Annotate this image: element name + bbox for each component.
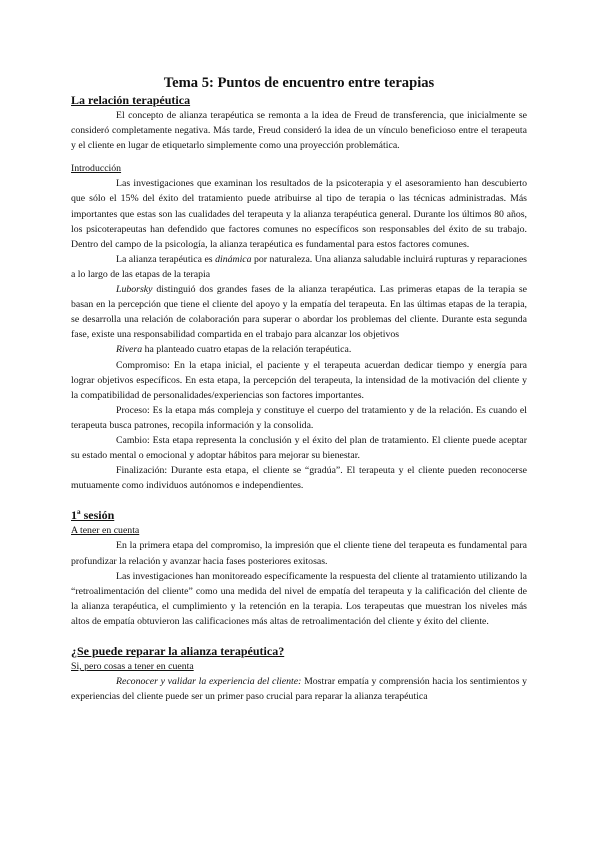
section-heading-primera-sesion: 1ª sesión	[71, 508, 115, 523]
paragraph: Luborsky distinguió dos grandes fases de la alianza terapéutica. Las primeras etapas de la terapia se basan en la percepción que tiene el cliente del apoyo y la empatía del terapeuta. En las últimas etapas de la terapia, se desarrolla una relación de colaboración para superar o abordar los problemas del cliente. Durante esta segunda fase, existe una responsabilidad compartida en el trabajo para alcanzar los objetivos	[71, 284, 527, 341]
section-heading-reparar-alianza: ¿Se puede reparar la alianza terapéutica?	[71, 644, 285, 658]
paragraph: Cambio: Esta etapa representa la conclusión y el éxito del plan de tratamiento. El cliente puede aceptar su estado mental o emocional y adoptar hábitos para mejorar su bienestar.	[71, 434, 527, 462]
paragraph: El concepto de alianza terapéutica se remonta a la idea de Freud de transferencia, que inicialmente se consideró completamente negativa. Más tarde, Freud consideró la idea de un vínculo beneficioso entre el terapeuta y el cliente en lugar de etiquetarlo simplemente como una proyección problemática.	[71, 110, 527, 152]
paragraph: Proceso: Es la etapa más compleja y constituye el cuerpo del tratamiento y de la relación. Es cuando el terapeuta busca patrones, recopila información y la consolida.	[71, 404, 527, 431]
paragraph: Finalización: Durante esta etapa, el cliente se “gradúa”. El terapeuta y el cliente pueden reconocerse mutuamente como individuos autónomos e independientes.	[71, 465, 527, 492]
paragraph: La alianza terapéutica es dinámica por naturaleza. Una alianza saludable incluirá rupturas y reparaciones a lo largo de las etapas de la terapia	[71, 253, 527, 280]
document-title: Tema 5: Puntos de encuentro entre terapias	[163, 75, 435, 91]
section-heading-relacion: La relación terapéutica	[71, 93, 191, 107]
subheading-cosas-a-tener: Si, pero cosas a tener en cuenta	[71, 661, 194, 672]
subheading-introduccion: Introducción	[71, 163, 122, 175]
subheading-a-tener-en-cuenta: A tener en cuenta	[71, 525, 140, 537]
paragraph: Las investigaciones que examinan los resultados de la psicoterapia y el asesoramiento han descubierto que sólo el 15% del éxito del tratamiento puede atribuirse al tipo de terapia o las técnicas administradas. Más importantes que estas son las cualidades del terapeuta y la alianza terapéutica general. Durante los últimos 80 años, los psicoterapeutas han defendido que factores comunes no específicos son responsables del éxito de su trabajo. Dentro del campo de la psicología, la alianza terapéutica es fundamental para estos factores comunes.	[71, 178, 527, 250]
paragraph: En la primera etapa del compromiso, la impresión que el cliente tiene del terapeuta es fundamental para profundizar la relación y avanzar hacia fases posteriores exitosas.	[71, 540, 527, 567]
paragraph: Reconocer y validar la experiencia del cliente: Mostrar empatía y comprensión hacia los sentimientos y experiencias del cliente puede ser un primer paso crucial para reparar la alianza terapéutica	[71, 676, 527, 703]
paragraph: Rivera ha planteado cuatro etapas de la relación terapéutica.	[116, 344, 352, 356]
document-page	[71, 74, 527, 704]
paragraph: Las investigaciones han monitoreado específicamente la respuesta del cliente al tratamiento utilizando la “retroalimentación del cliente” como una medida del nivel de empatía del terapeuta y la calificación del cliente de la alianza terapéutica, el cumplimiento y la retención en la terapia. Los terapeutas que muestran los niveles más altos de empatía obtuvieron las calificaciones más altas de retroalimentación del cliente y éxito del cliente.	[71, 570, 527, 627]
paragraph: Compromiso: En la etapa inicial, el paciente y el terapeuta acuerdan dedicar tiempo y energía para lograr objetivos específicos. En esta etapa, la percepción del terapeuta, la intensidad de la motivación del cliente y la compatibilidad de personalidades/experiencias son factores importantes.	[71, 359, 527, 401]
